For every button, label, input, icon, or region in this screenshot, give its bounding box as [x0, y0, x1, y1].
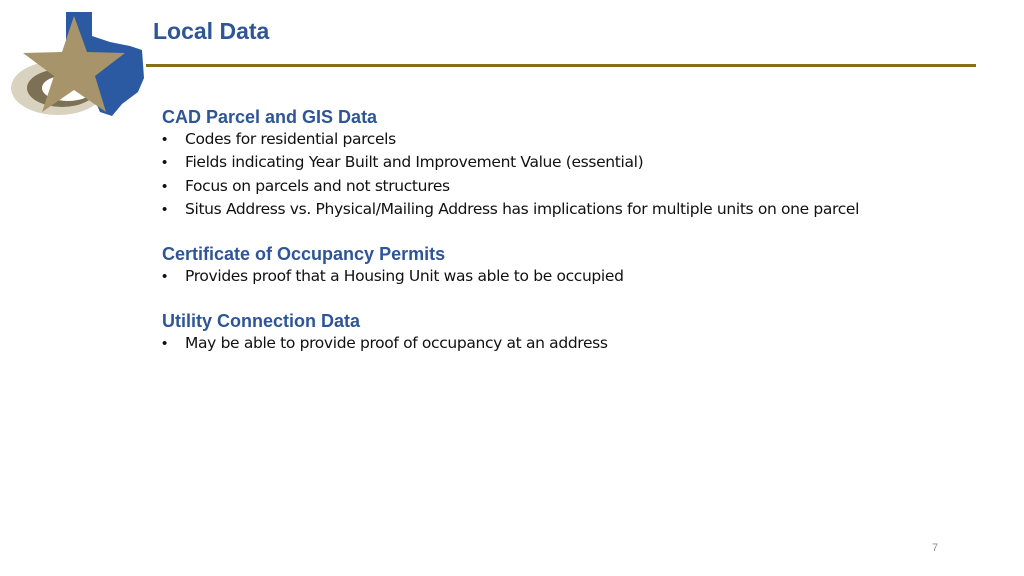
section-certificate-occupancy: [162, 243, 982, 288]
bullet-dot-icon: •: [162, 200, 167, 218]
bullet-dot-icon: •: [162, 131, 167, 148]
bullet-dot-icon: •: [162, 268, 167, 286]
bullet-list: [162, 332, 982, 355]
bullet-list: [162, 128, 982, 221]
section-heading: Utility Connection Data: [162, 311, 361, 332]
bullet-text: Provides proof that a Housing Unit was able to be occupied: [185, 267, 624, 286]
bullet-dot-icon: •: [162, 335, 167, 353]
bullet-text: Situs Address vs. Physical/Mailing Address has implications for multiple units on one parcel: [185, 199, 860, 218]
bullet-item: [162, 175, 982, 198]
texas-star-logo-icon: [8, 8, 146, 120]
bullet-item: [162, 265, 982, 288]
slide-title: Local Data: [153, 18, 270, 44]
bullet-item: [162, 128, 982, 151]
bullet-dot-icon: •: [162, 177, 167, 195]
page-number: 7: [932, 542, 939, 554]
bullet-text: Fields indicating Year Built and Improvement Value (essential): [185, 153, 644, 172]
section-heading: CAD Parcel and GIS Data: [162, 107, 378, 127]
slide-content: [162, 106, 982, 378]
bullet-text: May be able to provide proof of occupancy at an address: [185, 334, 608, 353]
section-heading: Certificate of Occupancy Permits: [162, 244, 446, 265]
bullet-dot-icon: •: [162, 154, 167, 172]
section-cad-parcel: [162, 106, 982, 221]
bullet-text: Codes for residential parcels: [185, 130, 396, 148]
bullet-list: [162, 265, 982, 288]
bullet-item: [162, 198, 982, 221]
bullet-item: [162, 332, 982, 355]
title-divider: [146, 64, 976, 67]
bullet-item: [162, 151, 982, 174]
section-utility-connection: [162, 310, 982, 355]
bullet-text: Focus on parcels and not structures: [185, 176, 450, 195]
